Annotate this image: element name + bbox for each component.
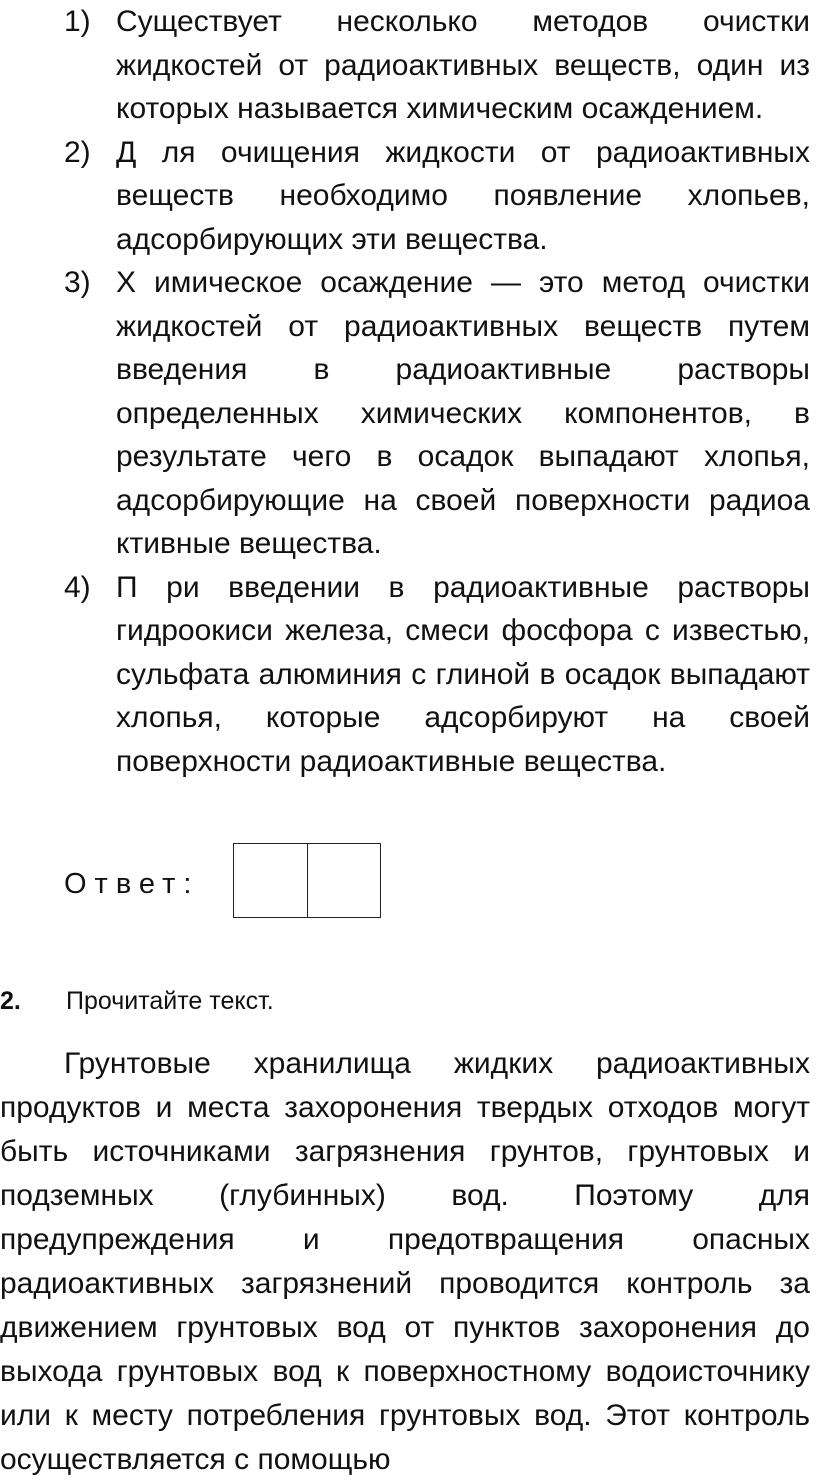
answer-cell-1[interactable] (234, 844, 307, 917)
task-instruction: Прочитайте текст. (66, 987, 274, 1015)
task-paragraph: Грунтовые хранилища жидких радиоактивных продуктов и места захоронения твердых отходов могут быть источниками загрязнения грунтов, грунтовых и подземных (глубинных) вод. Поэтому для предупреждения и предотвращения опасных радиоактивных загрязнений проводится контроль за движением грунтовых вод от пунктов захоронения до выхода грунтовых вод к поверхностному водоисточнику или к месту потребления грунтовых вод. Этот контроль осуществляется с помощью (0, 1047, 810, 1476)
statement-text: Д ля очищения жидкости от радиоактивных веществ необходимо появление хлопьев, адсорбирующих эти вещества. (116, 135, 810, 256)
statement-text: Существует несколько методов очистки жидкостей от радиоактивных веществ, один из которых называется химическим осаждением. (116, 5, 810, 125)
statement-number: 4) (64, 570, 91, 604)
statement-item (64, 0, 810, 131)
answer-label: Ответ: (64, 868, 200, 900)
statement-item (64, 131, 810, 262)
task-number: 2. (0, 987, 21, 1015)
statement-number: 2) (64, 135, 91, 169)
answer-cell-2[interactable] (307, 844, 380, 917)
statement-text: П ри введении в радиоактивные растворы гидроокиси железа, смеси фосфора с известью, сульфата алюминия с глиной в осадок выпадают хлопья, которые адсорбируют на своей поверхности радиоактивные вещества. (116, 570, 810, 778)
statement-text: Х имическое осаждение — это метод очистки жидкостей от радиоактивных веществ путем введения в радиоактивные растворы определенных химических компонентов, в результате чего в осадок выпадают хлопья, адсорбирующие на своей поверхности радиоа ктивные вещества. (116, 266, 810, 560)
statement-item (64, 261, 810, 566)
statement-item (64, 566, 810, 784)
answer-boxes (233, 843, 381, 918)
statement-number: 1) (64, 5, 91, 38)
statement-list (64, 0, 810, 783)
statement-number: 3) (64, 266, 91, 299)
